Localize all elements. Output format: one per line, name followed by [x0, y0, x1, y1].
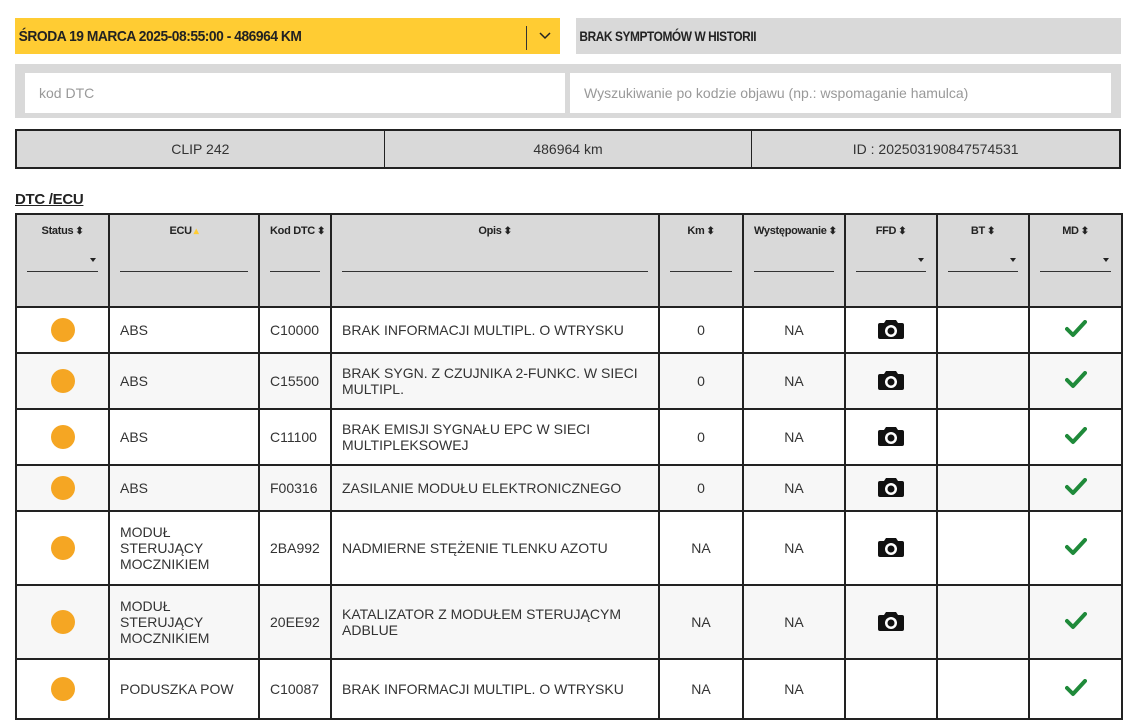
table-row[interactable] — [16, 353, 1122, 409]
km-cell: 0 — [659, 307, 743, 353]
clip-version: CLIP 242 — [17, 131, 385, 167]
table-row[interactable] — [16, 585, 1122, 659]
ecu-cell: ABS — [109, 307, 259, 353]
checkmark-icon — [1065, 478, 1087, 499]
opis-cell: ZASILANIE MODUŁU ELEKTRONICZNEGO — [331, 465, 659, 511]
table-row[interactable] — [16, 659, 1122, 719]
kod-filter[interactable] — [270, 263, 320, 272]
opis-cell: KATALIZATOR Z MODUŁEM STERUJĄCYM ADBLUE — [331, 585, 659, 659]
bt-cell — [937, 409, 1029, 465]
ecu-cell: MODUŁ STERUJĄCY MOCZNIKIEM — [109, 511, 259, 585]
header-kod[interactable] — [259, 214, 331, 307]
opis-filter[interactable] — [342, 263, 648, 272]
table-row[interactable] — [16, 409, 1122, 465]
caret-down-icon — [918, 258, 924, 262]
symptom-search-input[interactable] — [570, 73, 1111, 113]
checkmark-icon — [1065, 427, 1087, 448]
wyst-cell: NA — [743, 511, 845, 585]
dtc-code-input[interactable] — [25, 73, 565, 113]
caret-down-icon — [1010, 258, 1016, 262]
header-md-label: MD — [1062, 225, 1079, 237]
camera-icon[interactable] — [878, 425, 904, 450]
status-cell — [16, 465, 109, 511]
search-bar — [15, 64, 1121, 118]
md-cell — [1029, 409, 1122, 465]
km-cell: 0 — [659, 409, 743, 465]
header-opis[interactable] — [331, 214, 659, 307]
header-ffd[interactable] — [845, 214, 937, 307]
sort-icon[interactable]: ⬍ — [316, 226, 326, 237]
header-status[interactable] — [16, 214, 109, 307]
md-cell — [1029, 585, 1122, 659]
status-cell — [16, 307, 109, 353]
status-cell — [16, 409, 109, 465]
status-filter[interactable] — [27, 254, 98, 272]
ffd-cell — [845, 307, 937, 353]
camera-icon[interactable] — [878, 369, 904, 394]
session-info-bar — [15, 129, 1121, 169]
md-cell — [1029, 353, 1122, 409]
ffd-cell — [845, 465, 937, 511]
bt-cell — [937, 353, 1029, 409]
session-select-value: ŚRODA 19 MARCA 2025-08:55:00 - 486964 KM — [18, 27, 302, 45]
camera-icon[interactable] — [878, 610, 904, 635]
sort-icon[interactable]: ⬍ — [1080, 226, 1089, 237]
kod-cell: C15500 — [259, 353, 331, 409]
opis-cell: NADMIERNE STĘŻENIE TLENKU AZOTU — [331, 511, 659, 585]
kod-cell: 2BA992 — [259, 511, 331, 585]
km-cell: 0 — [659, 465, 743, 511]
header-km-label: Km — [687, 225, 705, 237]
bt-cell — [937, 585, 1029, 659]
header-bt-label: BT — [970, 225, 985, 237]
kod-cell: C10087 — [259, 659, 331, 719]
km-cell: NA — [659, 511, 743, 585]
sort-icon[interactable]: ⬍ — [898, 226, 907, 237]
chevron-down-icon[interactable] — [536, 27, 554, 45]
wyst-cell: NA — [743, 465, 845, 511]
checkmark-icon — [1065, 371, 1087, 392]
ffd-cell — [845, 511, 937, 585]
wyst-cell: NA — [743, 659, 845, 719]
table-row[interactable] — [16, 307, 1122, 353]
header-md[interactable] — [1029, 214, 1122, 307]
camera-icon[interactable] — [878, 476, 904, 501]
sort-icon[interactable]: ⬍ — [75, 226, 84, 237]
symptoms-label: BRAK SYMPTOMÓW W HISTORII — [579, 28, 757, 44]
km-filter[interactable] — [670, 263, 732, 272]
dtc-table — [15, 213, 1123, 720]
kod-cell: F00316 — [259, 465, 331, 511]
checkmark-icon — [1065, 679, 1087, 700]
opis-cell: BRAK SYGN. Z CZUJNIKA 2-FUNKC. W SIECI MULTIPL. — [331, 353, 659, 409]
status-dot-icon — [51, 369, 75, 393]
wyst-cell: NA — [743, 585, 845, 659]
camera-icon[interactable] — [878, 318, 904, 343]
header-ecu[interactable] — [109, 214, 259, 307]
opis-cell: BRAK INFORMACJI MULTIPL. O WTRYSKU — [331, 307, 659, 353]
select-divider — [526, 26, 527, 50]
bt-cell — [937, 465, 1029, 511]
bt-filter[interactable] — [948, 254, 1018, 272]
session-id: ID : 202503190847574531 — [852, 141, 1019, 157]
wyst-cell: NA — [743, 409, 845, 465]
ffd-cell — [845, 585, 937, 659]
ecu-filter[interactable] — [120, 263, 248, 272]
header-wyst-label: Występowanie — [754, 225, 827, 237]
status-dot-icon — [51, 318, 75, 342]
status-dot-icon — [51, 536, 75, 560]
wyst-filter[interactable] — [754, 263, 834, 272]
sort-icon[interactable]: ⬍ — [706, 226, 715, 237]
ecu-cell: ABS — [109, 465, 259, 511]
status-cell — [16, 659, 109, 719]
mileage: 486964 km — [385, 131, 753, 167]
status-cell — [16, 511, 109, 585]
status-cell — [16, 353, 109, 409]
kod-cell: C10000 — [259, 307, 331, 353]
km-cell: 0 — [659, 353, 743, 409]
header-wyst[interactable] — [743, 214, 845, 307]
status-dot-icon — [51, 610, 75, 634]
ecu-cell: PODUSZKA POW — [109, 659, 259, 719]
sort-icon[interactable]: ⬍ — [828, 226, 837, 237]
km-cell: NA — [659, 659, 743, 719]
camera-icon[interactable] — [878, 536, 904, 561]
kod-cell: C11100 — [259, 409, 331, 465]
wyst-cell: NA — [743, 307, 845, 353]
md-cell — [1029, 307, 1122, 353]
header-kod-label: Kod DTC — [270, 225, 315, 237]
header-ffd-label: FFD — [875, 225, 897, 237]
opis-cell: BRAK EMISJI SYGNAŁU EPC W SIECI MULTIPLEKSOWEJ — [331, 409, 659, 465]
sort-icon[interactable]: ⬍ — [986, 226, 996, 237]
sort-icon[interactable]: ⬍ — [503, 226, 512, 237]
symptoms-history-panel — [576, 18, 1121, 54]
km-cell: NA — [659, 585, 743, 659]
caret-down-icon — [1103, 258, 1109, 262]
header-status-label: Status — [41, 225, 74, 237]
status-cell — [16, 585, 109, 659]
ffd-cell — [845, 659, 937, 719]
caret-down-icon — [90, 258, 96, 262]
header-bt[interactable] — [937, 214, 1029, 307]
md-filter[interactable] — [1040, 254, 1111, 272]
status-dot-icon — [51, 425, 75, 449]
sort-asc-icon[interactable]: ▴ — [193, 226, 199, 237]
header-opis-label: Opis — [478, 225, 502, 237]
header-ecu-label: ECU — [169, 225, 192, 237]
checkmark-icon — [1065, 612, 1087, 633]
ecu-cell: ABS — [109, 409, 259, 465]
md-cell — [1029, 659, 1122, 719]
bt-cell — [937, 659, 1029, 719]
md-cell — [1029, 511, 1122, 585]
status-dot-icon — [51, 476, 75, 500]
header-km[interactable] — [659, 214, 743, 307]
ecu-cell: ABS — [109, 353, 259, 409]
kod-cell: 20EE92 — [259, 585, 331, 659]
ffd-cell — [845, 409, 937, 465]
checkmark-icon — [1065, 538, 1087, 559]
md-cell — [1029, 465, 1122, 511]
table-row[interactable] — [16, 511, 1122, 585]
section-title: DTC /ECU — [15, 191, 84, 208]
ffd-filter[interactable] — [856, 254, 926, 272]
ffd-cell — [845, 353, 937, 409]
bt-cell — [937, 307, 1029, 353]
bt-cell — [937, 511, 1029, 585]
checkmark-icon — [1065, 320, 1087, 341]
ecu-cell: MODUŁ STERUJĄCY MOCZNIKIEM — [109, 585, 259, 659]
session-select[interactable] — [15, 18, 560, 54]
table-row[interactable] — [16, 465, 1122, 511]
opis-cell: BRAK INFORMACJI MULTIPL. O WTRYSKU — [331, 659, 659, 719]
wyst-cell: NA — [743, 353, 845, 409]
